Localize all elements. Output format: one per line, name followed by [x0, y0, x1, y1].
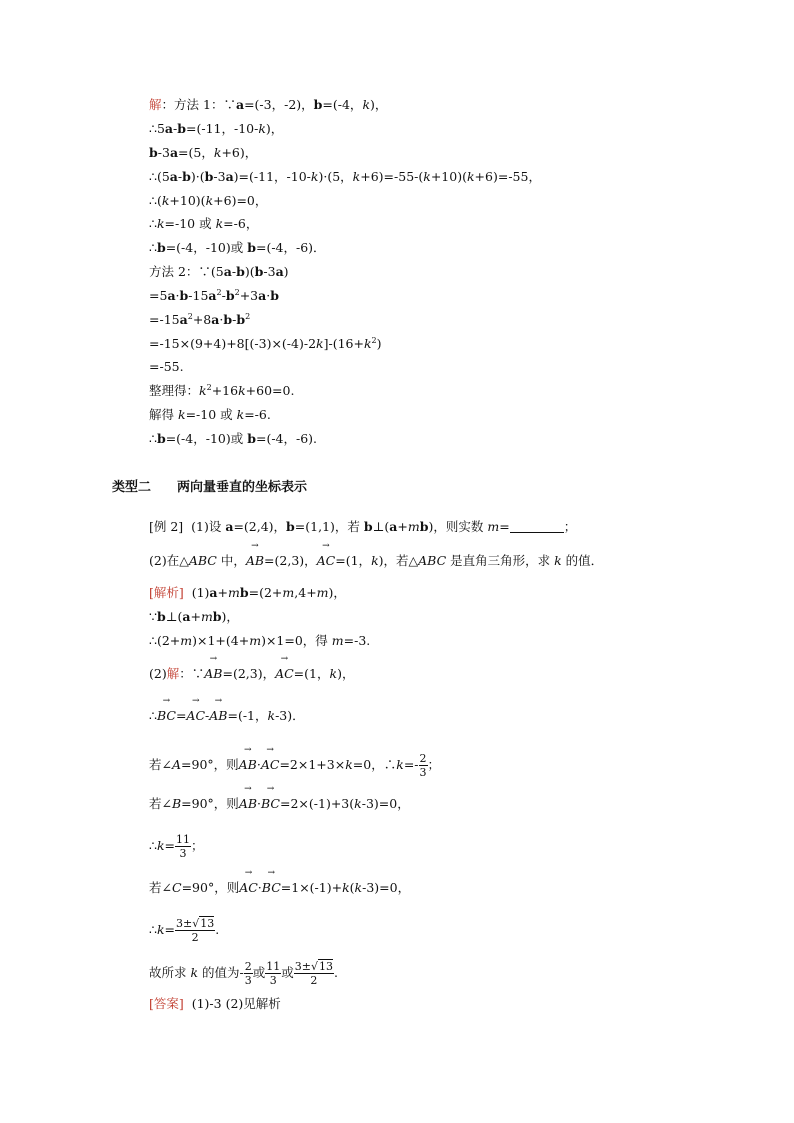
section-title: 两向量垂直的坐标表示: [177, 480, 308, 495]
answer-text: (1)-3 (2)见解析: [191, 996, 281, 1011]
analysis-line-5: ∴→ BC=→ AC-→ AB=(-1，k-3)．: [149, 708, 305, 724]
answer-label: [答案]: [149, 996, 184, 1011]
sol-line-5: ∴(k+10)(k+6)=0，: [149, 193, 268, 208]
answer-blank: [510, 520, 564, 533]
analysis-line-7: 若∠B=90°，则→ AB·→ BC=2×(-1)+3(k-3)=0，: [149, 796, 410, 812]
analysis-line-1: [解析] (1)a+mb=(2+m,4+m)，: [149, 585, 346, 600]
solution2-label: 解: [166, 666, 180, 681]
analysis-line-6: 若∠A=90°，则→ AB·→ AC=2×1+3×k=0，∴k=- $\frac{2}{3}$ ；: [149, 752, 440, 779]
analysis-label: [解析]: [149, 585, 184, 600]
analysis-line-9: 若∠C=90°，则→ AC·→ BC=1×(-1)+k(k-3)=0，: [149, 880, 410, 896]
analysis-line-2: ∵b⊥(a+mb)，: [149, 609, 239, 624]
sol-line-11: $=-15\times(9+4)+8[(-3)\times(-4)-2k]-(16+k^2)$: [149, 335, 382, 351]
sol-line-7: ∴b=(-4，-10)或 b=(-4，-6)．: [149, 240, 326, 255]
sol-line-9: $=5a\cdot b-15a^2-b^2+3a\cdot b$: [149, 287, 279, 303]
example-q2: (2)在△ABC 中，→ AB=(2,3)，→ AC=(1，k)，若△ABC 是直角三角形，求 k 的值．: [149, 553, 603, 569]
analysis-line-3: ∴(2+m)×1+(4+m)×1=0，得 m=-3.: [149, 633, 371, 648]
sol-line-6: ∴k=-10 或 k=-6，: [149, 216, 259, 231]
section-type: 类型二: [112, 480, 152, 495]
analysis-line-4: (2)解：∵→ AB=(2,3)，→ AC=(1，k)，: [149, 666, 354, 682]
section-heading: [112, 476, 307, 495]
sol-line-2: ∴5a-b=(-11，-10-k)，: [149, 121, 284, 136]
sol-line-1: 解：方法 1：∵a=(-3，-2)，b=(-4，k)，: [149, 97, 388, 112]
answer-line: [149, 996, 281, 1012]
sol-line-4: ∴(5a-b)·(b-3a)=(-11，-10-k)·(5，k+6)=-55-(k+10)(k+6)=-55，: [149, 169, 541, 184]
analysis-line-11: 故所求 k 的值为- $\frac{2}{3}$ 或 $\frac{11}{3}$ 或 $\frac{3\pm√13}{2}$ .: [149, 960, 339, 987]
sol-line-14: 解得 k=-10 或 k=-6.: [149, 407, 271, 422]
example-q1: [例 2] (1)设 a=(2,4)，b=(1,1)，若 b⊥(a+mb)，则实数 m= ；: [149, 519, 577, 534]
sol-line-8: 方法 2：∵(5a-b)(b-3a): [149, 264, 289, 279]
sol-line-12: =-55.: [149, 359, 184, 374]
example-label: [例 2]: [149, 519, 184, 534]
sol-line-3: b-3a=(5，k+6)，: [149, 145, 258, 160]
analysis-line-10: ∴k= $\frac{3\pm√13}{2}$ .: [149, 917, 220, 944]
analysis-line-8: ∴k= $\frac{11}{3}$ ；: [149, 833, 204, 860]
sol-line-15: ∴b=(-4，-10)或 b=(-4，-6).: [149, 431, 318, 446]
sol-line-13: 整理得：$k^2+16k+60=0$.: [149, 382, 295, 398]
sol-line-10: $=-15a^2+8a\cdot b-b^2$: [149, 311, 251, 327]
solution-label: 解: [149, 97, 162, 112]
